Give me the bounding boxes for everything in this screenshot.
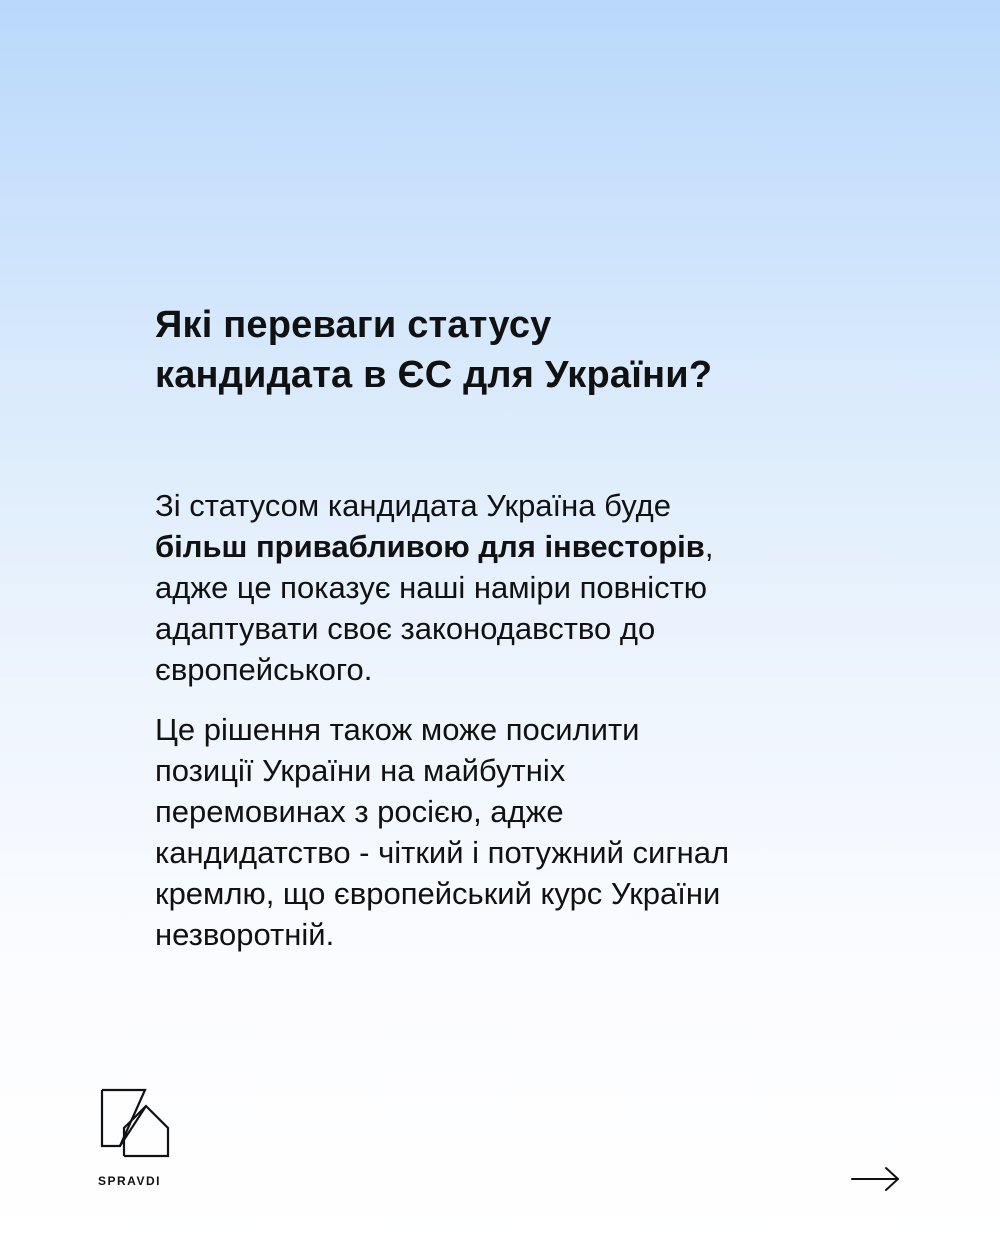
brand-logo (100, 1088, 175, 1188)
slide-content (155, 300, 875, 955)
paragraph-line: кремлю, що європейський курс України (155, 876, 721, 911)
title-line-2: кандидата в ЄС для України? (155, 354, 713, 396)
paragraph-negotiations (155, 709, 875, 955)
punctuation: , (704, 529, 714, 564)
title-line-1: Які переваги статусу (155, 304, 552, 346)
brand-name: SPRAVDI (98, 1174, 161, 1188)
paragraph-line: перемовинах з росією, адже (155, 794, 564, 829)
paragraph-line: Зі статусом кандидата Україна буде (155, 488, 672, 523)
next-slide-button[interactable] (850, 1164, 902, 1194)
page-title (155, 300, 875, 400)
highlighted-text: більш привабливою для інвесторів (155, 529, 705, 564)
spravdi-logo-icon (100, 1088, 172, 1168)
paragraph-line (155, 526, 875, 567)
paragraph-line: європейського. (155, 652, 373, 687)
paragraph-line: адаптувати своє законодавство до (155, 611, 656, 646)
arrow-right-icon (850, 1164, 902, 1194)
paragraph-line: незворотній. (155, 917, 335, 952)
paragraph-line: Це рішення також може посилити (155, 712, 640, 747)
paragraph-line: позиції України на майбутніх (155, 753, 566, 788)
paragraph-line: кандидатство - чіткий і потужний сигнал (155, 835, 730, 870)
paragraph-line: адже це показує наші наміри повністю (155, 570, 708, 605)
paragraph-investors (155, 485, 875, 690)
